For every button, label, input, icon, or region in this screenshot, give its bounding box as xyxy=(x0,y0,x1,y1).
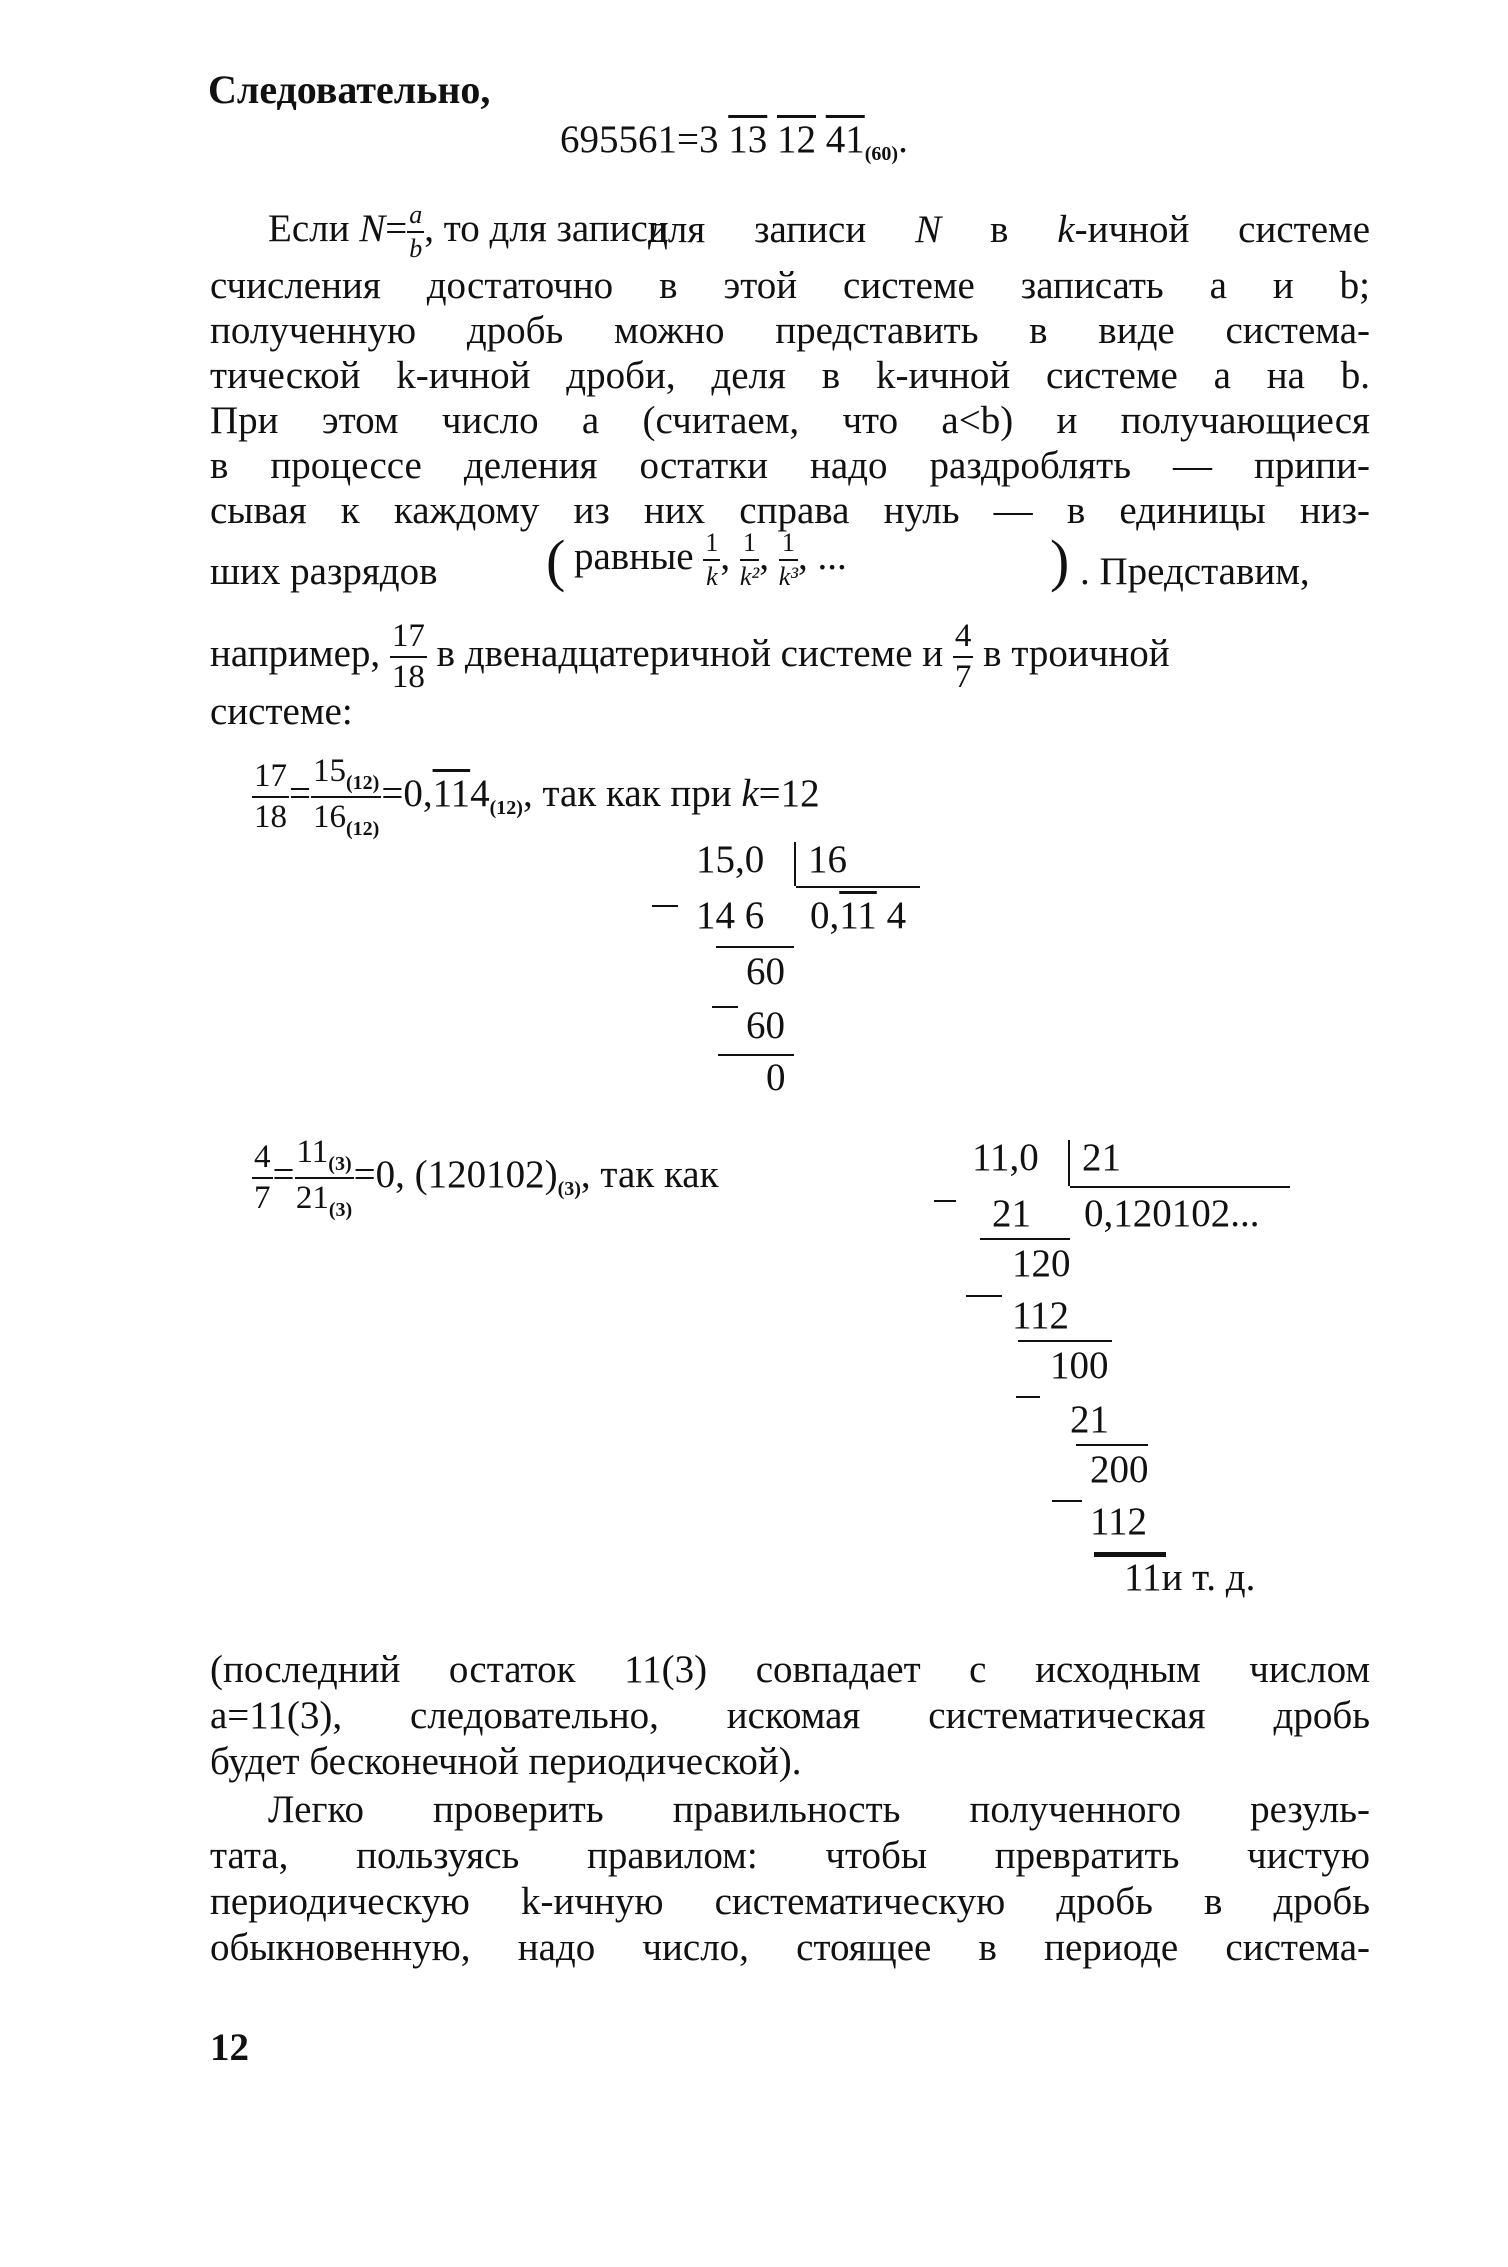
right-paren: ) xyxy=(1050,528,1070,593)
ex1-divisor: 16 xyxy=(808,838,847,881)
heading: Следовательно, xyxy=(208,67,491,112)
para2-line3: будет бесконечной периодической). xyxy=(210,1740,802,1783)
ex2-div-bar xyxy=(1068,1140,1070,1186)
ex1-sub2: 60 xyxy=(746,1004,785,1047)
para3-line1: Легко проверить правильность полученного резуль- xyxy=(268,1788,1370,1831)
para1-line9: например, $\frac{17}{18}$ в двенадцатеричной системе и $\frac{4}{7}$ в троичной xyxy=(210,618,1170,695)
ex2-line-1 xyxy=(980,1238,1070,1240)
ex2-line-2 xyxy=(1018,1340,1112,1342)
para2-line1: (последний остаток 11(3) совпадает с исходным числом xyxy=(210,1648,1370,1691)
ex2-line-3 xyxy=(1076,1444,1148,1446)
para1-line10: системе: xyxy=(210,690,353,733)
para1-line1-tail: для записи N в k-ичной системе xyxy=(648,208,1371,251)
para1-line2: счисления достаточно в этой системе записать a и b; xyxy=(210,264,1370,307)
ex1-quotient: 0,11 4 xyxy=(810,894,907,937)
ex2-minus-2 xyxy=(966,1295,1002,1297)
ex2-minus-3 xyxy=(1016,1396,1040,1398)
para1-line7: сывая к каждому из них справа нуль — в единицы низ- xyxy=(210,489,1370,532)
ex1-div-bar xyxy=(794,842,796,886)
para1-line4: тической k-ичной дроби, деля в k-ичной системе a на b. xyxy=(210,354,1370,397)
para1-line8-fractions: равные $\frac{1}{k}$ , $\frac{1}{\text{k²}}$ , $\frac{1}{\text{k³}}$ , ... xyxy=(574,528,847,591)
ex2-step-5: 200 xyxy=(1090,1448,1149,1491)
page-number: 12 xyxy=(210,2026,249,2069)
ex2-minus-top xyxy=(934,1200,956,1202)
para2-line2: a=11(3), следовательно, искомая систематическая дробь xyxy=(210,1694,1370,1737)
para1-line8-end: . Представим, xyxy=(1080,550,1310,593)
para1-line6: в процессе деления остатки надо раздроблять — припи- xyxy=(210,444,1370,487)
ex1-dividend: 15,0 xyxy=(696,838,765,881)
ex1-sub1: 14 6 xyxy=(696,894,765,937)
ex2-divisor-line xyxy=(1070,1186,1290,1188)
ex2-step-7: 11и т. д. xyxy=(1124,1556,1256,1599)
para3-line3: периодическую k-ичную систематическую дробь в дробь xyxy=(210,1880,1370,1923)
para3-line2: тата, пользуясь правилом: чтобы превратить чистую xyxy=(210,1834,1370,1877)
example1-formula: $\frac{17}{18}$ = $\frac{15_{(12)}}{16_{(12)}}$ $=0,114_{(12)}$, так как при k=12 xyxy=(254,753,820,840)
ex2-quotient: 0,120102... xyxy=(1084,1192,1260,1235)
ex1-minus-2 xyxy=(712,1006,738,1008)
ex2-step-1: 120 xyxy=(1012,1242,1071,1285)
para1-line3: полученную дробь можно представить в виде система- xyxy=(210,309,1370,352)
para1-line1: Если N= $\frac{a}{b}$ , то для записи xyxy=(268,200,669,263)
ex1-line-1 xyxy=(716,946,794,948)
para3-line4: обыкновенную, надо число, стоящее в периоде система- xyxy=(210,1926,1370,1969)
ex2-step-3: 100 xyxy=(1050,1344,1109,1387)
ex2-step-6: 112 xyxy=(1090,1500,1148,1543)
para1-line8-start: ших разрядов xyxy=(210,550,438,593)
ex2-step-0: 21 xyxy=(992,1192,1031,1235)
ex1-divisor-line xyxy=(796,886,920,888)
ex2-divisor: 21 xyxy=(1082,1136,1121,1179)
ex1-minus-1 xyxy=(652,905,678,907)
left-paren: ( xyxy=(546,528,566,593)
para1-line5: При этом число a (считаем, что a<b) и получающиеся xyxy=(210,399,1370,442)
ex2-step-2: 112 xyxy=(1012,1294,1070,1337)
example2-formula: $\frac{4}{7}$ = $\frac{11_{(3)}}{21_{(3)}}$ =0, $(120102)_{(3)}$, так как xyxy=(254,1134,719,1221)
formula-main: 695561=3 13 12 $41_{(60)}$. xyxy=(560,118,908,165)
ex2-minus-4 xyxy=(1052,1500,1082,1502)
ex1-rem2: 0 xyxy=(766,1056,786,1099)
ex2-dividend: 11,0 xyxy=(972,1136,1039,1179)
ex1-rem1: 60 xyxy=(746,950,785,993)
ex2-step-4: 21 xyxy=(1070,1398,1109,1441)
